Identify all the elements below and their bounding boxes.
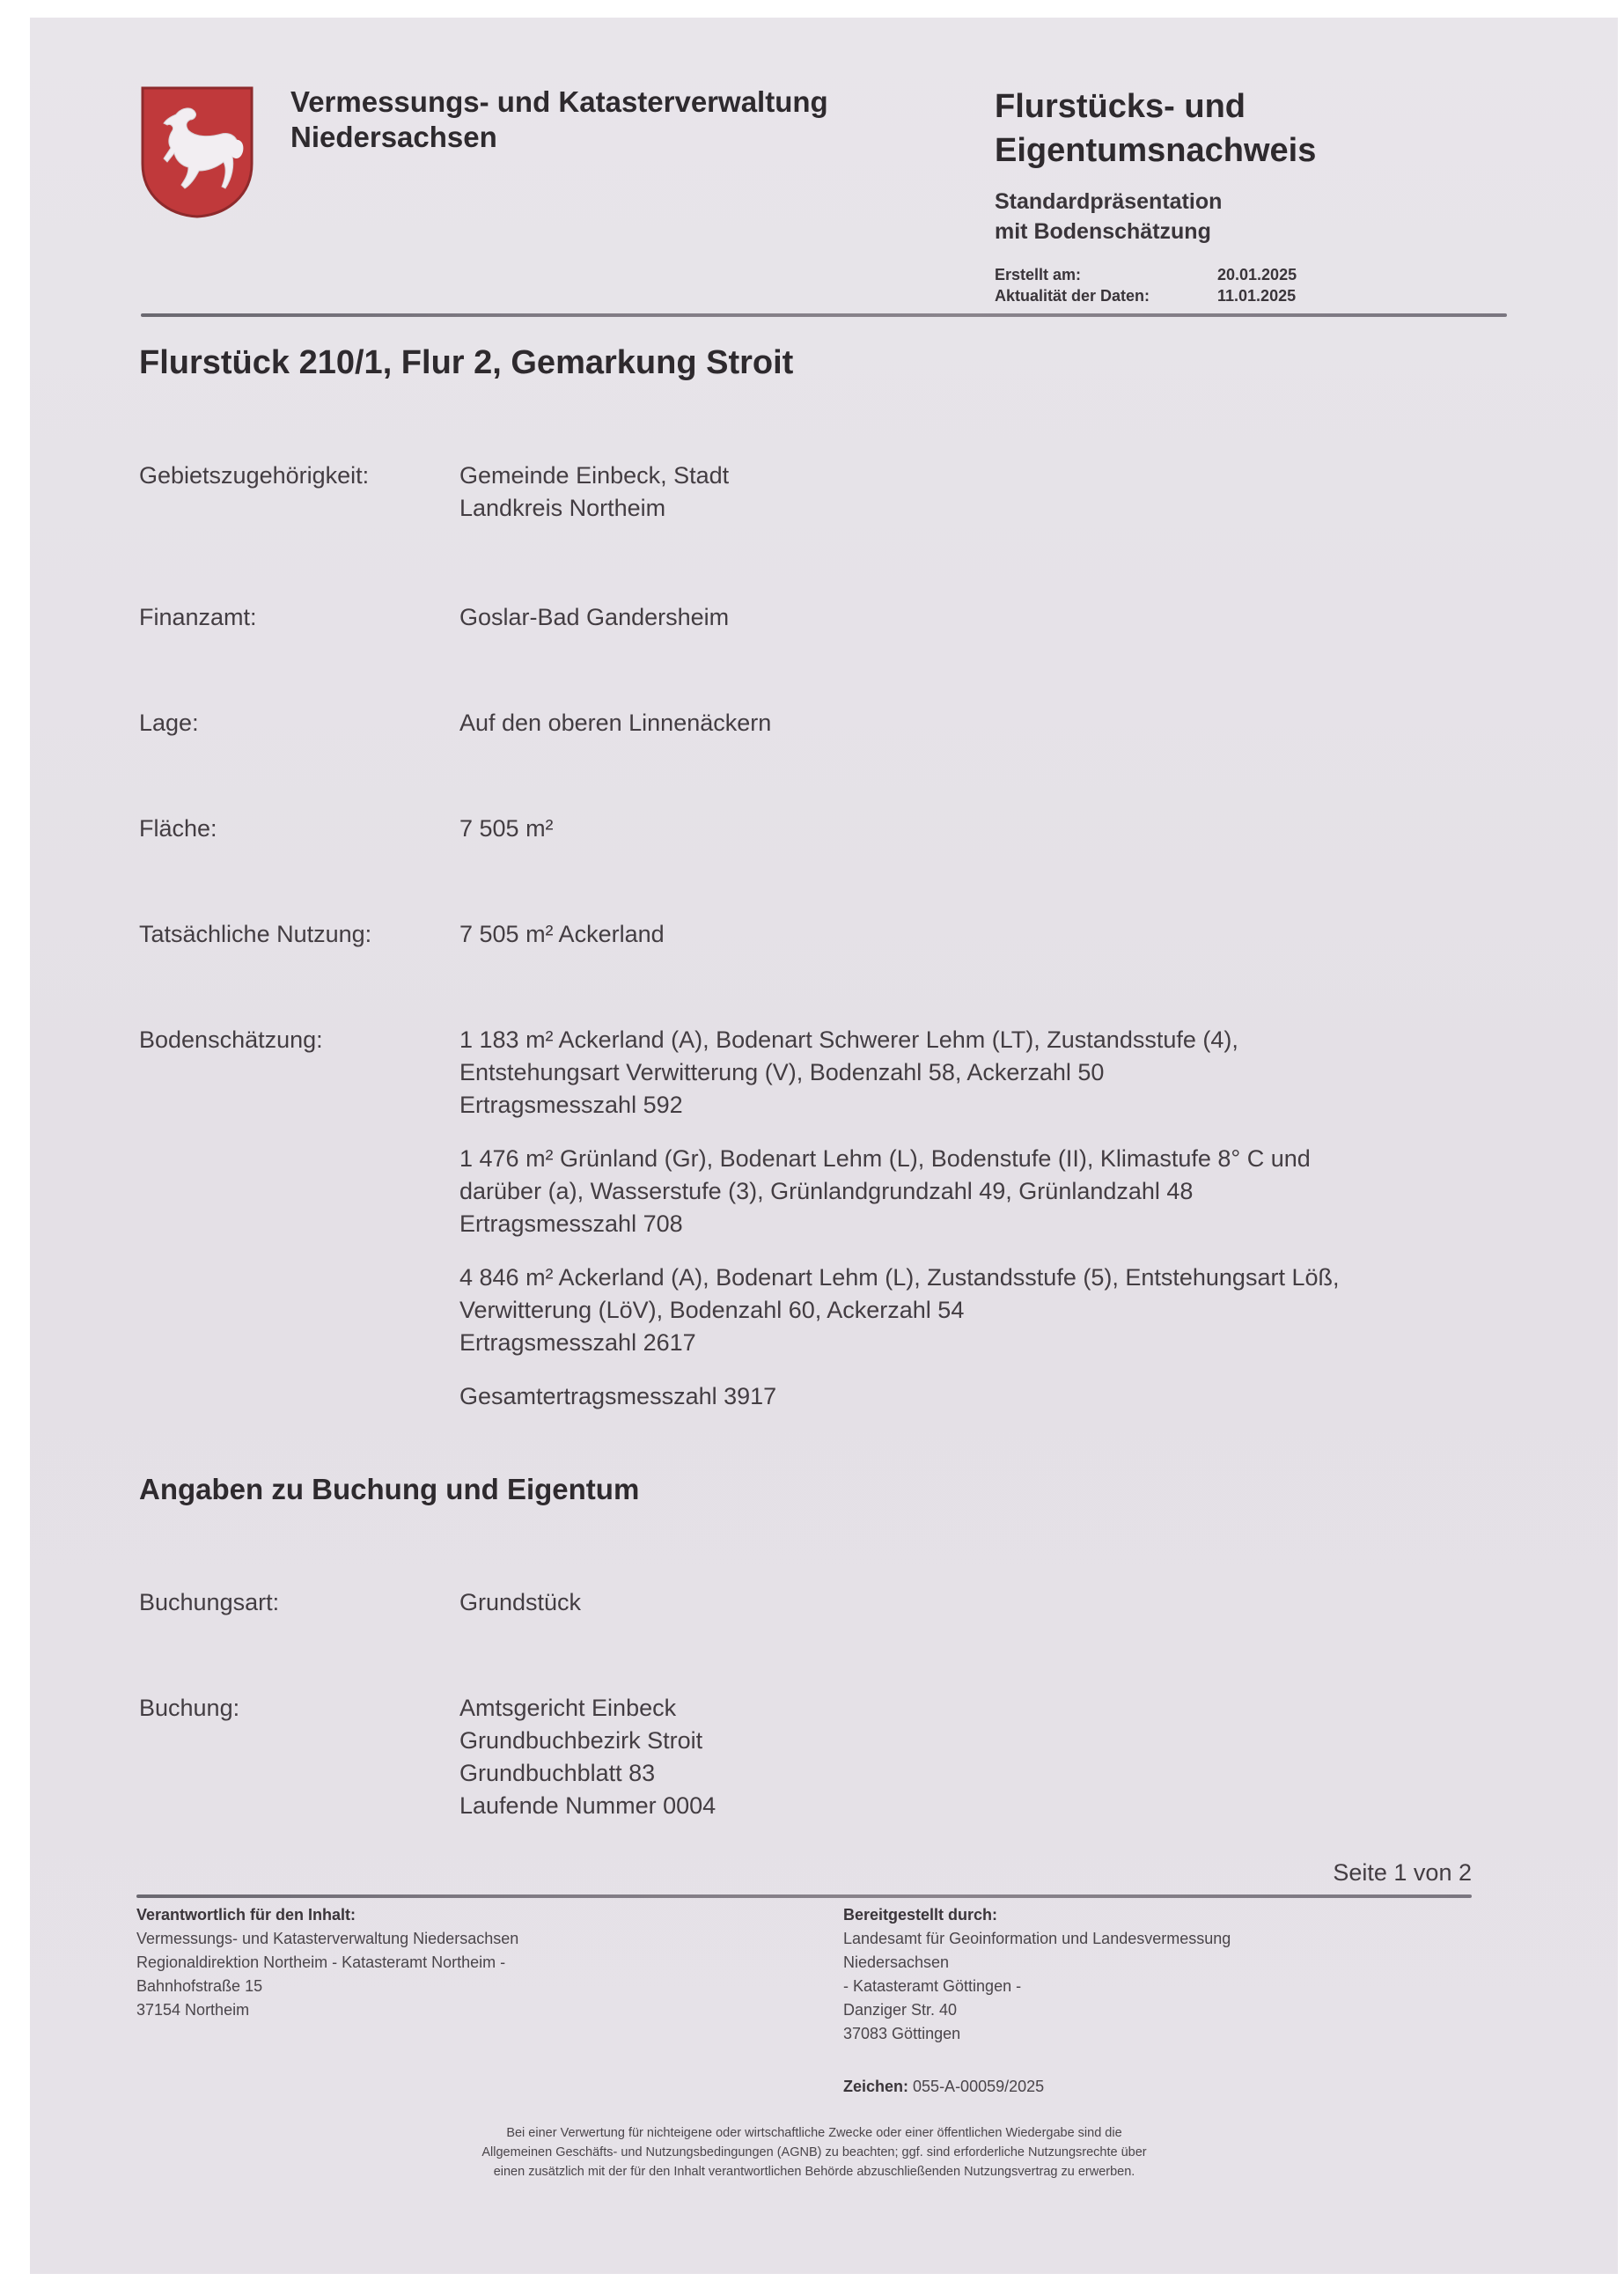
responsible-line: Regionaldirektion Northeim - Katasteramt Northeim - (136, 1953, 506, 1971)
field-label: Lage: (139, 710, 199, 736)
field-actual-use (139, 918, 1477, 951)
provided-by-line: 37083 Göttingen (843, 2025, 961, 2042)
document-title-line: Eigentumsnachweis (995, 132, 1317, 169)
field-value-line: Grundstück (459, 1589, 582, 1615)
field-label: Fläche: (139, 815, 217, 842)
organization-name-line: Niedersachsen (290, 121, 497, 153)
field-value-line: 7 505 m² (459, 815, 554, 842)
field-location (139, 707, 1477, 739)
data-currency-label: Aktualität der Daten: (995, 287, 1150, 305)
soil-entry-line: 4 846 m² Ackerland (A), Bodenart Lehm (L), Zustandsstufe (5), Entstehungsart Löß, (459, 1264, 1340, 1291)
soil-entry (459, 1024, 1477, 1122)
soil-entry-line: Ertragsmesszahl 708 (459, 1210, 683, 1237)
soil-entry (459, 1143, 1477, 1240)
soil-entry-line: 1 183 m² Ackerland (A), Bodenart Schwerer Lehm (LT), Zustandsstufe (4), (459, 1026, 1238, 1053)
responsible-line: Bahnhofstraße 15 (136, 1977, 263, 1995)
field-label: Buchungsart: (139, 1589, 280, 1615)
responsible-line: 37154 Northeim (136, 2001, 250, 2019)
field-soil-assessment (139, 1024, 1477, 1413)
parcel-title: Flurstück 210/1, Flur 2, Gemarkung Stroit (139, 344, 794, 381)
field-value (459, 1586, 1477, 1619)
field-booking-type (139, 1586, 1477, 1619)
disclaimer-line: Allgemeinen Geschäfts- und Nutzungsbedingungen (AGNB) zu beachten; ggf. sind erforderliche Nutzungsrechte über (481, 2145, 1147, 2159)
field-value-line: Laufende Nummer 0004 (459, 1792, 716, 1819)
document-subtitle-line: mit Bodenschätzung (995, 219, 1211, 244)
field-label: Buchung: (139, 1695, 240, 1721)
field-booking (139, 1692, 1477, 1822)
field-value-line: Landkreis Northeim (459, 495, 666, 521)
soil-entry-line: 1 476 m² Grünland (Gr), Bodenart Lehm (L), Bodenstufe (II), Klimastufe 8° C und (459, 1145, 1311, 1172)
responsible-heading: Verantwortlich für den Inhalt: (136, 1906, 356, 1924)
field-value (459, 813, 1477, 845)
field-label: Bodenschätzung: (139, 1026, 323, 1053)
soil-entry-line: darüber (a), Wasserstufe (3), Grünlandgrundzahl 49, Grünlandzahl 48 (459, 1178, 1194, 1204)
provided-by (843, 1903, 1459, 2046)
created-row (995, 264, 1297, 285)
disclaimer-line: einen zusätzlich mit der für den Inhalt verantwortlichen Behörde abzuschließenden Nutzungsvertrag zu erwerben. (493, 2165, 1135, 2179)
document-title-line: Flurstücks- und (995, 88, 1246, 125)
field-value-line: Grundbuchbezirk Stroit (459, 1727, 703, 1754)
field-value-line: Grundbuchblatt 83 (459, 1760, 656, 1786)
field-value (459, 460, 1477, 525)
field-tax-office (139, 601, 1477, 634)
provided-by-line: - Katasteramt Göttingen - (843, 1977, 1022, 1995)
field-value (459, 918, 1477, 951)
data-currency-row (995, 285, 1297, 306)
soil-entry-line: Verwitterung (LöV), Bodenzahl 60, Ackerzahl 54 (459, 1297, 965, 1323)
provided-by-line: Danziger Str. 40 (843, 2001, 958, 2019)
soil-entry-line: Ertragsmesszahl 2617 (459, 1329, 696, 1356)
footer-divider (136, 1894, 1472, 1898)
field-value (459, 601, 1477, 634)
soil-total (459, 1380, 1477, 1413)
field-label: Finanzamt: (139, 604, 257, 630)
soil-entry (459, 1262, 1477, 1359)
organization-name (290, 85, 828, 155)
field-value-line: Amtsgericht Einbeck (459, 1695, 677, 1721)
field-value-line: Goslar-Bad Gandersheim (459, 604, 730, 630)
reference-number (843, 2078, 1044, 2096)
document-subtitle (995, 187, 1222, 246)
organization-name-line: Vermessungs- und Katasterverwaltung (290, 85, 828, 118)
responsible-line: Vermessungs- und Katasterverwaltung Niedersachsen (136, 1930, 519, 1947)
provided-by-heading: Bereitgestellt durch: (843, 1906, 998, 1924)
page-number: Seite 1 von 2 (1333, 1859, 1472, 1886)
field-value (459, 1692, 1477, 1822)
soil-entry-line: Entstehungsart Verwitterung (V), Bodenzahl 58, Ackerzahl 50 (459, 1059, 1105, 1085)
field-label: Gebietszugehörigkeit: (139, 462, 370, 489)
usage-disclaimer (326, 2123, 1303, 2181)
soil-total-line: Gesamtertragsmesszahl 3917 (459, 1383, 777, 1409)
field-label: Tatsächliche Nutzung: (139, 921, 372, 947)
created-date: 20.01.2025 (1217, 266, 1297, 283)
soil-entry-line: Ertragsmesszahl 592 (459, 1092, 683, 1118)
field-area (139, 813, 1477, 845)
field-value (459, 1024, 1477, 1413)
document-meta (995, 264, 1297, 306)
provided-by-line: Landesamt für Geoinformation und Landesvermessung (843, 1930, 1231, 1947)
reference-value: 055-A-00059/2025 (913, 2078, 1045, 2095)
field-value-line: 7 505 m² Ackerland (459, 921, 665, 947)
created-label: Erstellt am: (995, 266, 1082, 283)
field-territory (139, 460, 1477, 525)
document-title (995, 85, 1316, 173)
booking-section-title: Angaben zu Buchung und Eigentum (139, 1473, 640, 1505)
header-divider (141, 313, 1507, 317)
responsible-authority (136, 1903, 753, 2022)
coat-of-arms-horse-icon (141, 86, 254, 218)
document-subtitle-line: Standardpräsentation (995, 189, 1223, 214)
field-value-line: Auf den oberen Linnenäckern (459, 710, 772, 736)
provided-by-line: Niedersachsen (843, 1953, 950, 1971)
disclaimer-line: Bei einer Verwertung für nichteigene oder wirtschaftliche Zwecke oder einer öffentlichen Wiedergabe sind die (506, 2126, 1122, 2140)
reference-label: Zeichen: (843, 2078, 909, 2095)
field-value (459, 707, 1477, 739)
data-currency-date: 11.01.2025 (1217, 287, 1297, 305)
field-value-line: Gemeinde Einbeck, Stadt (459, 462, 730, 489)
